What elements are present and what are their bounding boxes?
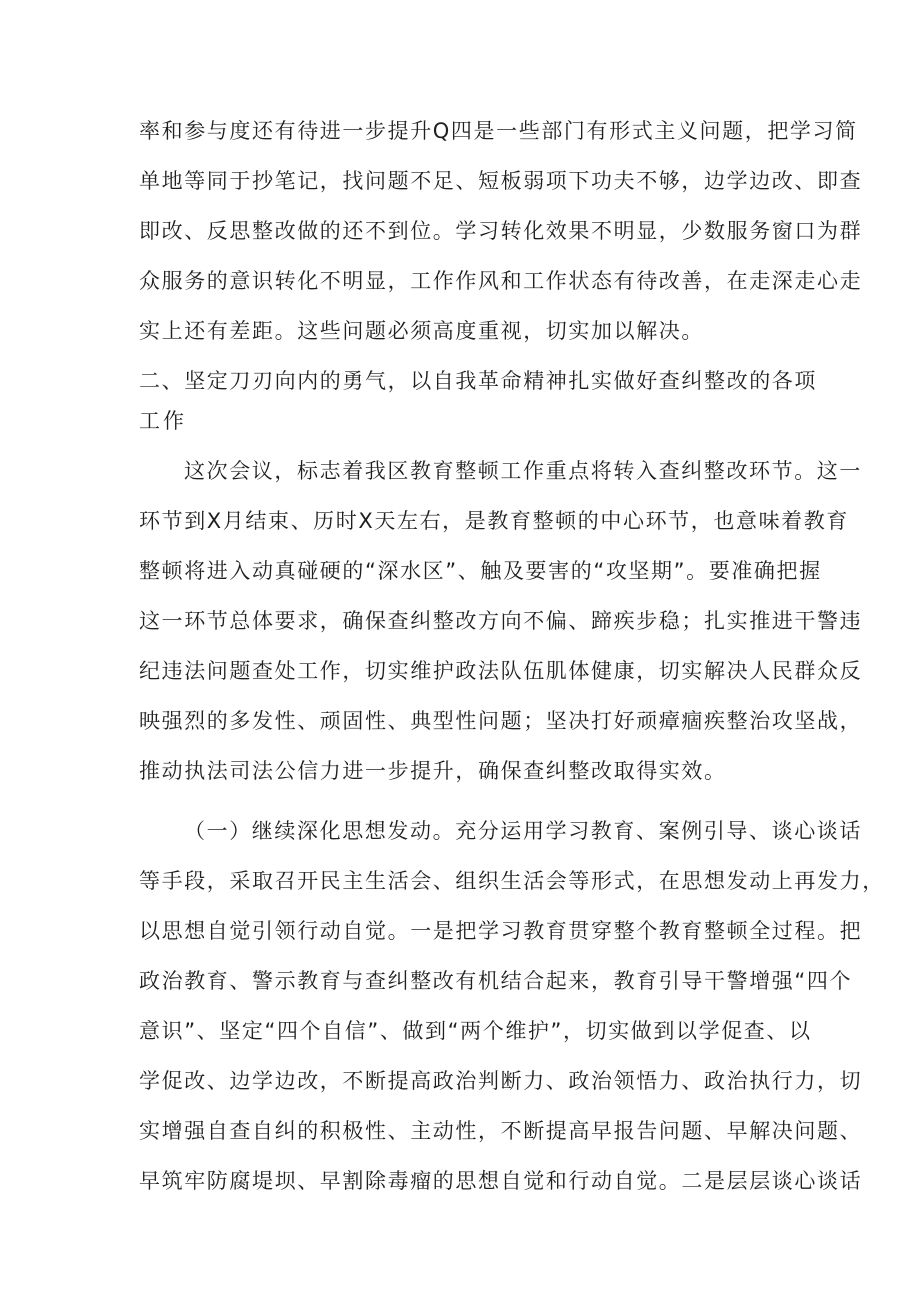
paragraph-line: 纪违法问题查处工作，切实维护政法队伍肌体健康，切实解决人民群众反: [139, 659, 863, 683]
paragraph-line: 映强烈的多发性、顽固性、典型性问题；坚决打好顽瘴痼疾整治攻坚战，: [139, 709, 863, 733]
paragraph-line: 单地等同于抄笔记，找问题不足、短板弱项下功夫不够，边学边改、即查: [139, 169, 863, 193]
paragraph-line: 众服务的意识转化不明显，工作作风和工作状态有待改善，在走深走心走: [139, 269, 863, 293]
section-heading-line: 工作: [139, 409, 187, 433]
subsection-line: （一）继续深化思想发动。充分运用学习教育、案例引导、谈心谈话: [184, 819, 862, 843]
paragraph-line: 意识”、坚定“四个自信”、做到“两个维护”，切实做到以学促查、以: [139, 1019, 812, 1043]
paragraph-line: 早筑牢防腐堤坝、早割除毒瘤的思想自觉和行动自觉。二是层层谈心谈话: [139, 1169, 863, 1193]
paragraph-line: 这一环节总体要求，确保查纠整改方向不偏、蹄疾步稳；扎实推进干警违: [139, 609, 863, 633]
paragraph-line: 实上还有差距。这些问题必须高度重视，切实加以解决。: [139, 319, 704, 343]
paragraph-line: 推动执法司法公信力进一步提升，确保查纠整改取得实效。: [139, 759, 727, 783]
paragraph-line: 学促改、边学边改，不断提高政治判断力、政治领悟力、政治执行力，切: [139, 1069, 863, 1093]
paragraph-line: 环节到X月结束、历时X天左右，是教育整顿的中心环节，也意味着教育: [139, 509, 849, 533]
paragraph-line: 率和参与度还有待进一步提升Q四是一些部门有形式主义问题，把学习简: [139, 119, 858, 143]
paragraph-line: 整顿将进入动真碰硬的“深水区”、触及要害的“攻坚期”。要准确把握: [139, 559, 822, 583]
paragraph-line: 以思想自觉引领行动自觉。一是把学习教育贯穿整个教育整顿全过程。把: [139, 919, 863, 943]
paragraph-line: 政治教育、警示教育与查纠整改有机结合起来，教育引导干警增强“四个: [139, 969, 853, 993]
section-heading-line: 二、坚定刀刃向内的勇气，以自我革命精神扎实做好查纠整改的各项: [139, 369, 817, 393]
paragraph-line: 即改、反思整改做的还不到位。学习转化效果不明显，少数服务窗口为群: [139, 219, 863, 243]
paragraph-line: 等手段，采取召开民主生活会、组织生活会等形式，在思想发动上再发力，: [139, 869, 885, 893]
paragraph-line: 实增强自查自纠的积极性、主动性，不断提高早报告问题、早解决问题、: [139, 1119, 863, 1143]
paragraph-line: 这次会议，标志着我区教育整顿工作重点将转入查纠整改环节。这一: [184, 459, 862, 483]
